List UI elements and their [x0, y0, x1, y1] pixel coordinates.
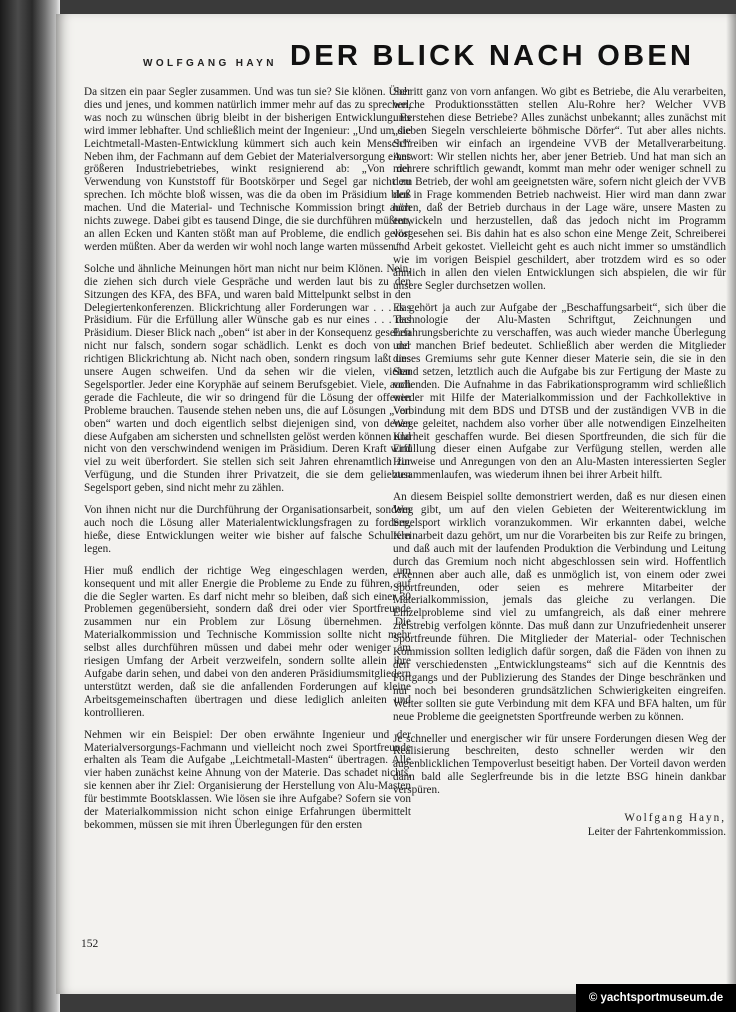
signature-block [393, 811, 726, 839]
page-edge-shadow [726, 14, 736, 994]
paragraph: Von ihnen nicht nur die Durchführung der Organisationsarbeit, sondern auch noch die Lösung aller Materialentwicklungsfragen zu fordern, hieße, diese Entwicklungen weiter wie bisher auf falsche Schultern legen. [84, 504, 411, 555]
watermark: © yachtsportmuseum.de [576, 984, 736, 1012]
left-text-column [84, 86, 411, 841]
article-title: DER BLICK NACH OBEN [290, 40, 695, 72]
page-number: 152 [81, 938, 99, 950]
paragraph: Solche und ähnliche Meinungen hört man nicht nur beim Klönen. Nein, die ziehen sich durch viele Gespräche und werden laut bis zu den Sitzungen des KFA, des BFA, und waren bald Mittelpunkt selbst in den Delegiertenkonferenzen. Blickrichtung aller Forderungen war . . . das Präsidium. Für die Erfüllung aller Wünsche gab es nur eines . . . das Präsidium. Dieser Blick nach „oben“ ist aber in der Konsequenz gesehen nicht nur falsch, sondern sogar schädlich. Lenkt es doch von der richtigen Blickrichtung ab. Nicht nach oben, sondern ringsum laßt uns unsere Augen schweifen. Und da sehen wir die vielen, vielen Segelsportler. Jeder eine Koryphäe auf seinem Berufsgebiet. Viele, auch gerade die Fachleute, die wir so dringend für die Lösung der offenen Probleme brauchen. Tausende stehen neben uns, die auf Lösungen „von oben“ warten und doch eigentlich selbst diejenigen sind, von denen diese Aufgaben am sichersten und schnellsten gelöst werden können und nicht von den verschwindend wenigen im Präsidium. Deren Kraft wird viel zu weit überfordert. Sie stellen sich seit Jahren ehrenamtlich zur Verfügung, und die Stunden ihrer Privatzeit, die sie dem geliebten Segelsport geben, sind nicht mehr zu zählen. [84, 262, 411, 495]
book-spine [0, 0, 60, 1012]
paragraph: Hier muß endlich der richtige Weg eingeschlagen werden, um konsequent und mit aller Energie die Probleme zu Ende zu führen, auf die die Segler warten. Es darf nicht mehr so bleiben, daß sich einer 30 Problemen gegenübersieht, sondern daß drei oder vier Sportfreunde zusammen nur ein Problem zur Lösung übernehmen. Die Materialkommission und Technische Kommission sollte nicht mehr selbst alles durchführen müssen und dabei mehr oder weniger am riesigen Umfang der Arbeit verzweifeln, sondern sollte allein ihre Aufgabe darin sehen, und dabei von den anderen Präsidiumsmitgliedern unterstützt werden, daß sie die anfallenden Forderungen auf kleine Arbeitsgemeinschaften übertragen und diese lediglich anleiten und kontrollieren. [84, 564, 411, 719]
signature-role: Leiter der Fahrtenkommission. [587, 826, 726, 839]
paragraph: Schritt ganz von vorn anfangen. Wo gibt es Betriebe, die Alu verarbeiten, welche Produktionsstätten stellen Alu-Rohre her? Welcher VVB unterstehen diese Betriebe? Alles zunächst unbekannt; alles zunächst mit „sieben Siegeln verschleierte böhmische Dörfer“. Tut aber alles nichts. Schreiben wir einfach an irgendeine VVB der Metallverarbeitung. Antwort: Wir stellen nichts her, aber jener Betrieb. Und hat man sich an mehrere schriftlich gewandt, kommt man mehr oder weniger schnell zu dem Betrieb, der wohl am geeignetsten wäre, sofern nicht gleich der VVB den in Frage kommenden Betrieb nachweist. Hier wird man dann zwar hören, daß der Betrieb durchaus in der Lage wäre, unsere Masten zu entwickeln und herzustellen, daß das jedoch nicht im Programm vorgesehen sei. Bis dahin hat es also schon eine Menge Zeit, Schreiberei und Arbeit gekostet. Vielleicht geht es auch nicht immer so umständlich wie im vorigen Beispiel geschildert, aber trotzdem wird es so oder ähnlich in allen den vielen Entwicklungen sich abspielen, die wir für unsere Segler durchsetzen wollen. [393, 86, 726, 292]
paragraph: Nehmen wir ein Beispiel: Der oben erwähnte Ingenieur und der Materialversorgungs-Fachmann und vielleicht noch zwei Sportfreunde erhalten als Team die Aufgabe „Leichtmetall-Masten“ übertragen. Alle vier haben zunächst keine Ahnung von der Materie. Das schadet nichts, sie kennen aber ihr Ziel: Organisierung der Herstellung von Alu-Masten für bestimmte Bootsklassen. Wie lösen sie ihre Aufgabe? Sofern sie von der Materialkommission nicht schon einige Erfahrungen übermittelt bekommen, müssen sie mit ihren Überlegungen für den ersten [84, 728, 411, 831]
signature-name: Wolfgang Hayn, [624, 812, 726, 825]
paragraph: Da sitzen ein paar Segler zusammen. Und was tun sie? Sie klönen. Über dies und jenes, und kommen natürlich immer mehr auf das zu sprechen, was noch zu wünschen übrig bleibt in der bisherigen Entwicklung. Es wird immer lebhafter. Und schließlich meint der Ingenieur: „Und um die Leichtmetall-Masten-Entwicklung kümmert sich auch kein Mensch!“ Neben ihm, der Fachmann auf dem Gebiet der Materialversorgung eines größeren Industriebetriebes, winkt resignierend ab: „Von der Verwendung von Kunststoff für Bootskörper und Segel gar nicht zu sprechen. Ich möchte bloß wissen, was die da oben im Präsidium bloß machen. Und die Material- und Technische Kommission bringt auch nichts zuwege. Dabei gibt es tausend Dinge, die sie durchführen müßten, an allen Ecken und Kanten stößt man auf Probleme, die endlich gelöst werden müßten. Aber da werden wir wohl noch lange warten müssen.“ [84, 86, 411, 253]
paragraph: An diesem Beispiel sollte demonstriert werden, daß es nur diesen einen Weg gibt, um auf den vielen Gebieten der Weiterentwicklung im Segelsport wirklich voranzukommen. Wir erkannten dabei, welche Kleinarbeit dazu gehört, um nur die Vorarbeiten bis zur Reife zu bringen, und daß auch mit der laufenden Produktion die Verbindung und Leitung durch das Gremium noch nicht abgeschlossen sein wird. Hoffentlich erkennen aber auch alle, daß es unmöglich ist, von einem oder zwei Sportfreunden, oder seien es mehrere Mitarbeiter der Materialkommission, jemals das gleiche zu verlangen. Die Einzelprobleme sind viel zu umfangreich, als daß einer mehrere zielstrebig verfolgen könnte. Das muß dann zur Unzufriedenheit unserer Sportfreunde führen. Die Mitglieder der Material- oder Technischen Kommission sollten lediglich dafür sorgen, daß die Fäden von ihnen zu den verschiedensten „Entwicklungsteams“ sich auf die Kenntnis des Fortgangs und der Publizierung des Standes der Dinge beschränken und nur noch bei besonderen grundsätzlichen Schwierigkeiten eingreifen. Weiter sollten sie gute Verbindung mit dem KFA und BFA halten, um für neue Probleme die geeignetsten Sportfreunde werben zu können. [393, 491, 726, 723]
right-text-column [393, 86, 726, 839]
paragraph: Es gehört ja auch zur Aufgabe der „Beschaffungsarbeit“, sich über die Technologie der Alu-Masten Schriftgut, Zeichnungen und Erfahrungsberichte zu verschaffen, was auch wieder manche Überlegung und manchen Brief bedeutet. Schließlich aber werden die Mitglieder dieses Gremiums sehr gute Kenner dieser Materie sein, die sie in den Stand setzen, letztlich auch die Aufgabe bis zur Fertigung der Maste zu vollenden. Die Aufnahme in das Fabrikationsprogramm wird schließlich wieder mit Hilfe der Materialkommission und der Fachkollektive in Verbindung mit dem BDS und DTSB und der zuständigen VVB in die Wege geleitet, nachdem also vorher über alle notwendigen Einzelheiten Klarheit geschaffen wurde. Bei diesen Sportfreunden, die sich für die Erfüllung dieser einen Aufgabe zur Verfügung stellen, werden alle Hinweise und Anregungen von den an Alu-Masten interessierten Segler zusammenlaufen, was wiederum ihnen bei ihrer Arbeit hilft. [393, 301, 726, 482]
article-author: WOLFGANG HAYN [143, 58, 277, 69]
paragraph: Je schneller und energischer wir für unsere Forderungen diesen Weg der Realisierung beschreiten, desto schneller werden wir den augenblicklichen Tempoverlust beseitigt haben. Der Vorteil davon werden dann bald alle Seglerfreunde bis in die letzte BSG hinein dankbar verspüren. [393, 732, 726, 797]
